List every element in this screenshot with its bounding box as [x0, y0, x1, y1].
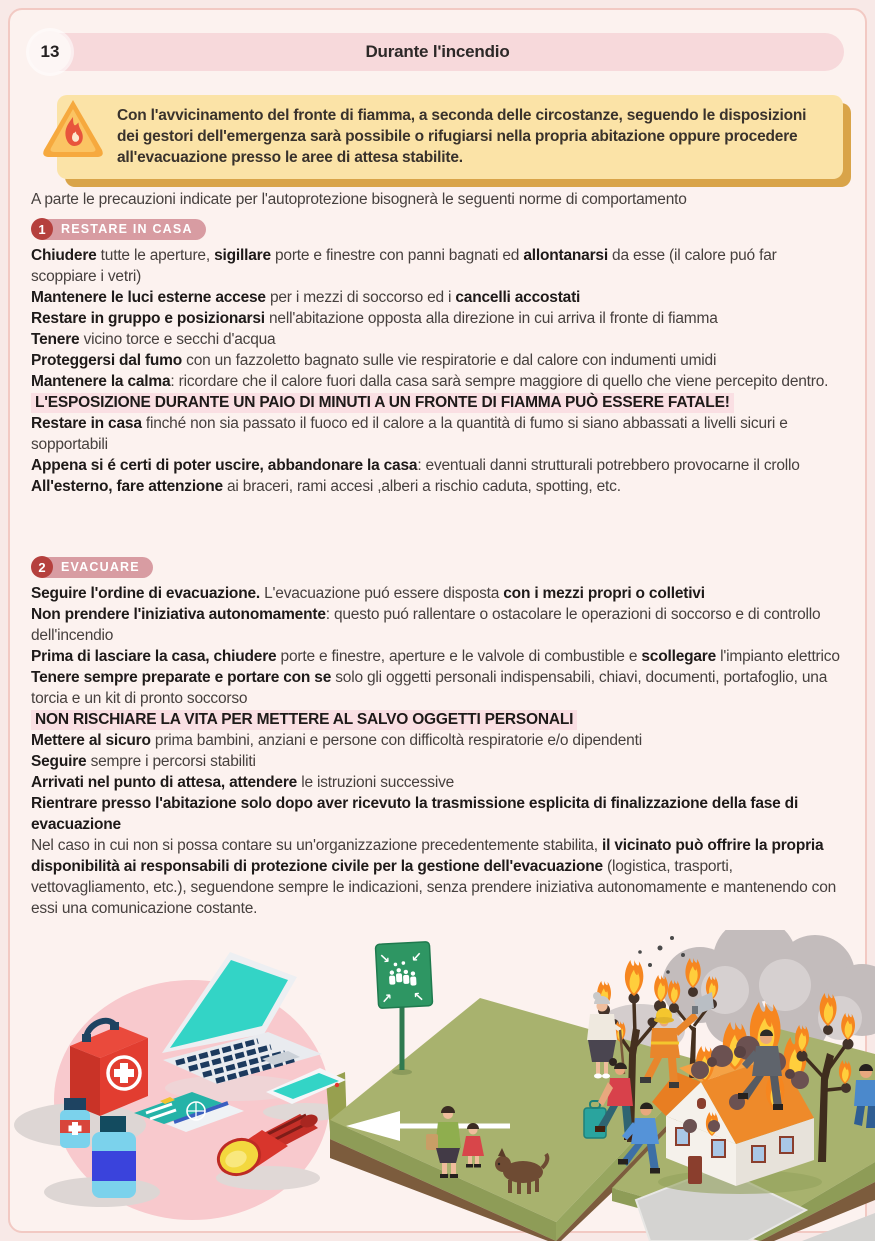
- guideline-paragraph: Restare in gruppo e posizionarsi nell'abitazione opposta alla direzione in cui arriva il fronte di fiamma: [31, 310, 718, 327]
- warning-callout: [57, 95, 843, 179]
- evacuation-illustration: [0, 930, 875, 1241]
- guideline-paragraph: All'esterno, fare attenzione ai braceri, rami accesi ,alberi a rischio caduta, spotting, etc.: [31, 478, 621, 495]
- highlight-line: NON RISCHIARE LA VITA PER METTERE AL SALVO OGGETTI PERSONALI: [31, 709, 846, 730]
- warning-text: Con l'avvicinamento del fronte di fiamma, a seconda delle circostanze, seguendo le disposizioni dei gestori dell'emergenza sarà possibile o rifugiarsi nella propria abitazione oppure procedere all'evacuazione presso le aree di attesa stabilite.: [117, 107, 807, 166]
- guideline-paragraph: Seguire l'ordine di evacuazione. L'evacuazione puó essere disposta con i mezzi propri o colletivi: [31, 585, 705, 602]
- emergency-kit-circle: [14, 952, 347, 1220]
- svg-text:↖: ↖: [412, 989, 425, 1006]
- section-number: 2: [31, 556, 53, 578]
- section-restare-in-casa: [31, 245, 846, 497]
- page-number-badge: [29, 31, 71, 73]
- svg-text:↙: ↙: [410, 950, 423, 966]
- guideline-paragraph: Mantenere la calma: ricordare che il calore fuori dalla casa sarà sempre maggiore di quello che viene percepito dentro.: [31, 373, 829, 390]
- svg-text:↗: ↗: [380, 991, 393, 1008]
- section-number: 1: [31, 218, 53, 240]
- section-label: RESTARE IN CASA: [42, 219, 206, 240]
- section-badge-restare-in-casa: [31, 218, 206, 240]
- guideline-paragraph: Tenere sempre preparate e portare con se solo gli oggetti personali indispensabili, chiavi, documenti, portafoglio, una torcia e un kit di pronto soccorso: [31, 669, 828, 707]
- guideline-paragraph: Appena si é certi di poter uscire, abbandonare la casa: eventuali danni strutturali potrebbero provocarne il crollo: [31, 457, 800, 474]
- house-door: [688, 1156, 702, 1184]
- fire-warning-triangle-icon: [38, 97, 108, 163]
- guideline-paragraph: Prima di lasciare la casa, chiudere porte e finestre, aperture e le valvole di combustible e scollegare l'impianto elettrico: [31, 648, 840, 665]
- guideline-paragraph: Proteggersi dal fumo con un fazzoletto bagnato sulle vie respiratorie e dal calore con indumenti umidi: [31, 352, 717, 369]
- guideline-paragraph: Mantenere le luci esterne accese per i mezzi di soccorso ed i cancelli accostati: [31, 289, 581, 306]
- svg-text:↘: ↘: [378, 951, 391, 968]
- guideline-paragraph: Seguire sempre i percorsi stabiliti: [31, 753, 256, 770]
- bag: [426, 1134, 438, 1150]
- highlight-line: L'ESPOSIZIONE DURANTE UN PAIO DI MINUTI A UN FRONTE DI FIAMMA PUÒ ESSERE FATALE!: [31, 392, 846, 413]
- guideline-paragraph: Nel caso in cui non si possa contare su un'organizzazione precedentemente stabilita, il vicinato può offrire la propria disponibilità ai responsabili di protezione civile per la gestione dell'evacuazione (logistica, trasporti, vettovagliamento, etc.), seguendone sempre le indicazioni, senza prendere iniziativa autonomamente e mantenendo con essi una comunicazione costante.: [31, 837, 837, 917]
- section-label: EVACUARE: [42, 557, 153, 578]
- guideline-paragraph: Mettere al sicuro prima bambini, anziani e persone con difficoltà respiratorie e/o dipendenti: [31, 732, 642, 749]
- page-title: Durante l'incendio: [365, 42, 510, 61]
- guideline-paragraph: Rientrare presso l'abitazione solo dopo aver ricevuto la trasmissione esplicita di finalizzazione della fase di evacuazione: [31, 795, 799, 833]
- guideline-paragraph: Tenere vicino torce e secchi d'acqua: [31, 331, 276, 348]
- section-evacuare: [31, 583, 846, 919]
- guideline-paragraph: Restare in casa finché non sia passato il fuoco ed il calore a la quantità di fumo si siano abbassati a livelli sicuri e sopportabili: [31, 415, 788, 453]
- guideline-paragraph: Arrivati nel punto di attesa, attendere le istruzioni successive: [31, 774, 455, 791]
- page-number: 13: [40, 42, 60, 61]
- section-badge-evacuare: [31, 556, 153, 578]
- intro-paragraph: A parte le precauzioni indicate per l'autoprotezione bisognerà le seguenti norme di comportamento: [31, 191, 687, 208]
- guideline-paragraph: Non prendere l'iniziativa autonomamente: questo puó rallentare o ostacolare le operazioni di soccorso e di controllo dell'incendio: [31, 606, 821, 644]
- guideline-paragraph: Chiudere tutte le aperture, sigillare porte e finestre con panni bagnati ed allontanarsi da esse (il calore puó far scoppiare i vetri): [31, 247, 777, 285]
